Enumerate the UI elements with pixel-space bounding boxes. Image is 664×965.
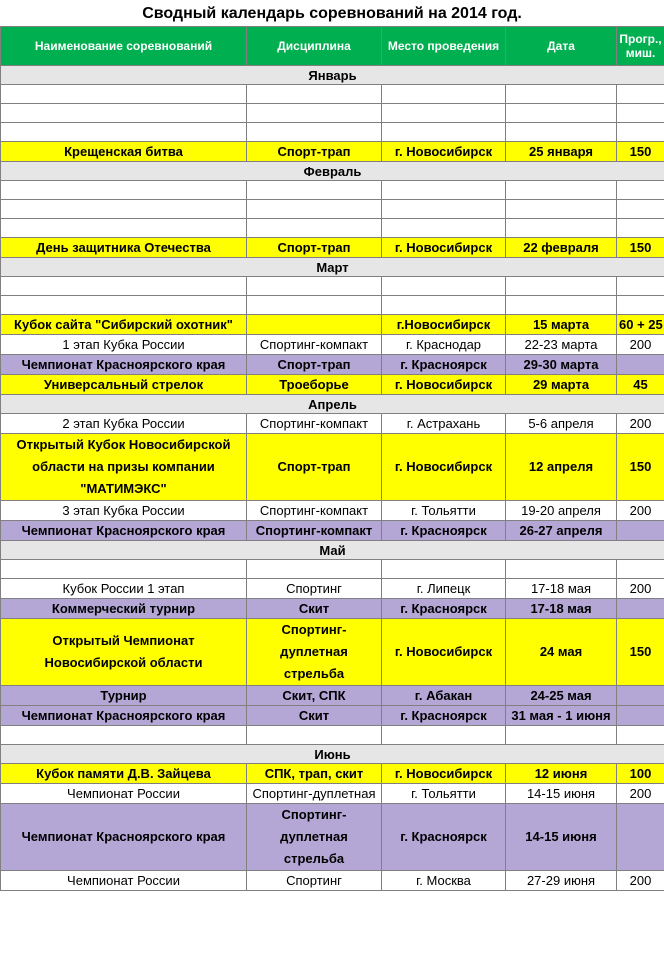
cell-name[interactable]: Чемпионат Красноярского края	[1, 804, 247, 871]
cell-venue[interactable]: г. Тольятти	[382, 501, 506, 521]
empty-cell[interactable]	[247, 123, 382, 142]
month-label[interactable]: Апрель	[1, 395, 664, 414]
empty-cell[interactable]	[247, 560, 382, 579]
cell-discipline[interactable]: Спорт-трап	[247, 434, 382, 501]
cell-venue[interactable]: г. Липецк	[382, 579, 506, 599]
cell-targets[interactable]	[617, 599, 664, 619]
cell-targets[interactable]	[617, 521, 664, 541]
empty-cell[interactable]	[506, 296, 617, 315]
cell-targets[interactable]	[617, 686, 664, 706]
empty-cell[interactable]	[1, 181, 247, 200]
cell-name[interactable]: Универсальный стрелок	[1, 375, 247, 395]
table-row	[1, 414, 664, 434]
competition-table	[0, 26, 664, 891]
cell-date[interactable]: 12 апреля	[506, 434, 617, 501]
cell-venue[interactable]: г. Тольятти	[382, 784, 506, 804]
cell-date[interactable]: 14-15 июня	[506, 804, 617, 871]
column-header-targets: Прогр., миш.	[617, 27, 664, 66]
empty-cell[interactable]	[617, 219, 664, 238]
header-row	[1, 27, 664, 66]
cell-discipline[interactable]	[247, 315, 382, 335]
cell-venue[interactable]: г. Новосибирск	[382, 238, 506, 258]
month-label[interactable]: Февраль	[1, 162, 664, 181]
empty-row	[1, 123, 664, 142]
cell-discipline[interactable]: Спортинг-компакт	[247, 521, 382, 541]
empty-row	[1, 726, 664, 745]
cell-date[interactable]: 22-23 марта	[506, 335, 617, 355]
cell-date[interactable]: 29-30 марта	[506, 355, 617, 375]
cell-date[interactable]: 17-18 мая	[506, 579, 617, 599]
empty-cell[interactable]	[247, 85, 382, 104]
cell-venue[interactable]: г. Новосибирск	[382, 375, 506, 395]
cell-targets[interactable]: 200	[617, 579, 664, 599]
cell-targets[interactable]: 45	[617, 375, 664, 395]
empty-cell[interactable]	[1, 560, 247, 579]
empty-cell[interactable]	[617, 726, 664, 745]
column-header-name: Наименование соревнований	[1, 27, 247, 66]
table-row	[1, 335, 664, 355]
empty-cell[interactable]	[1, 123, 247, 142]
empty-row	[1, 277, 664, 296]
empty-cell[interactable]	[247, 181, 382, 200]
empty-row	[1, 104, 664, 123]
empty-cell[interactable]	[382, 277, 506, 296]
cell-name[interactable]: 2 этап Кубка России	[1, 414, 247, 434]
empty-cell[interactable]	[617, 277, 664, 296]
empty-cell[interactable]	[617, 181, 664, 200]
empty-cell[interactable]	[247, 277, 382, 296]
month-label[interactable]: Март	[1, 258, 664, 277]
cell-discipline[interactable]: Скит	[247, 706, 382, 726]
empty-cell[interactable]	[247, 219, 382, 238]
cell-date[interactable]: 17-18 мая	[506, 599, 617, 619]
table-row	[1, 238, 664, 258]
cell-discipline[interactable]: Спорт-трап	[247, 238, 382, 258]
cell-name[interactable]: Турнир	[1, 686, 247, 706]
empty-cell[interactable]	[382, 85, 506, 104]
cell-targets[interactable]: 200	[617, 414, 664, 434]
empty-cell[interactable]	[382, 123, 506, 142]
table-row	[1, 599, 664, 619]
cell-venue[interactable]: г. Красноярск	[382, 355, 506, 375]
empty-cell[interactable]	[247, 726, 382, 745]
month-row	[1, 395, 664, 414]
cell-name[interactable]: Кубок памяти Д.В. Зайцева	[1, 764, 247, 784]
table-row	[1, 142, 664, 162]
column-header-date: Дата	[506, 27, 617, 66]
cell-discipline[interactable]: Спортинг	[247, 579, 382, 599]
cell-name[interactable]: Крещенская битва	[1, 142, 247, 162]
cell-date[interactable]: 31 мая - 1 июня	[506, 706, 617, 726]
empty-row	[1, 200, 664, 219]
cell-venue[interactable]: г. Новосибирск	[382, 142, 506, 162]
table-row	[1, 784, 664, 804]
cell-discipline[interactable]: Спортинг-дуплетная стрельба	[247, 619, 382, 686]
cell-discipline[interactable]: Скит, СПК	[247, 686, 382, 706]
cell-venue[interactable]: г. Москва	[382, 871, 506, 891]
cell-name[interactable]: Кубок сайта "Сибирский охотник"	[1, 315, 247, 335]
cell-venue[interactable]: г. Астрахань	[382, 414, 506, 434]
empty-cell[interactable]	[506, 219, 617, 238]
empty-cell[interactable]	[617, 200, 664, 219]
month-row	[1, 541, 664, 560]
cell-date[interactable]: 29 марта	[506, 375, 617, 395]
cell-discipline[interactable]: Троеборье	[247, 375, 382, 395]
empty-cell[interactable]	[1, 726, 247, 745]
empty-cell[interactable]	[617, 85, 664, 104]
cell-name[interactable]: 3 этап Кубка России	[1, 501, 247, 521]
empty-cell[interactable]	[506, 181, 617, 200]
table-row	[1, 579, 664, 599]
table-row	[1, 706, 664, 726]
cell-venue[interactable]: г. Красноярск	[382, 599, 506, 619]
month-row	[1, 162, 664, 181]
month-row	[1, 258, 664, 277]
cell-date[interactable]: 12 июня	[506, 764, 617, 784]
empty-cell[interactable]	[506, 104, 617, 123]
column-header-discipline: Дисциплина	[247, 27, 382, 66]
empty-cell[interactable]	[382, 726, 506, 745]
table-row	[1, 375, 664, 395]
cell-targets[interactable]: 150	[617, 142, 664, 162]
cell-date[interactable]: 19-20 апреля	[506, 501, 617, 521]
empty-cell[interactable]	[1, 200, 247, 219]
cell-name[interactable]: Чемпионат Красноярского края	[1, 706, 247, 726]
cell-targets[interactable]: 200	[617, 784, 664, 804]
table-row	[1, 764, 664, 784]
cell-date[interactable]: 24 мая	[506, 619, 617, 686]
table-row	[1, 686, 664, 706]
cell-name[interactable]: Чемпионат России	[1, 871, 247, 891]
cell-date[interactable]: 14-15 июня	[506, 784, 617, 804]
cell-venue[interactable]: г. Новосибирск	[382, 619, 506, 686]
cell-date[interactable]: 27-29 июня	[506, 871, 617, 891]
cell-venue[interactable]: г. Красноярск	[382, 521, 506, 541]
empty-cell[interactable]	[247, 200, 382, 219]
cell-venue[interactable]: г. Красноярск	[382, 804, 506, 871]
cell-targets[interactable]: 150	[617, 434, 664, 501]
cell-targets[interactable]: 100	[617, 764, 664, 784]
cell-targets[interactable]: 200	[617, 871, 664, 891]
cell-discipline[interactable]: Спортинг-компакт	[247, 335, 382, 355]
cell-name[interactable]: Открытый Чемпионат Новосибирской области	[1, 619, 247, 686]
cell-name[interactable]: Чемпионат России	[1, 784, 247, 804]
cell-targets[interactable]: 150	[617, 619, 664, 686]
cell-name[interactable]: 1 этап Кубка России	[1, 335, 247, 355]
empty-row	[1, 296, 664, 315]
table-row	[1, 434, 664, 501]
empty-cell[interactable]	[617, 123, 664, 142]
cell-targets[interactable]	[617, 355, 664, 375]
empty-cell[interactable]	[1, 85, 247, 104]
cell-targets[interactable]: 200	[617, 501, 664, 521]
empty-cell[interactable]	[247, 296, 382, 315]
cell-venue[interactable]: г. Новосибирск	[382, 434, 506, 501]
cell-venue[interactable]: г. Абакан	[382, 686, 506, 706]
empty-cell[interactable]	[382, 200, 506, 219]
empty-row	[1, 181, 664, 200]
cell-discipline[interactable]: Спортинг-компакт	[247, 501, 382, 521]
cell-discipline[interactable]: Скит	[247, 599, 382, 619]
empty-cell[interactable]	[506, 726, 617, 745]
empty-row	[1, 560, 664, 579]
table-row	[1, 871, 664, 891]
month-row	[1, 745, 664, 764]
cell-venue[interactable]: г. Краснодар	[382, 335, 506, 355]
cell-name[interactable]: Чемпионат Красноярского края	[1, 355, 247, 375]
empty-row	[1, 219, 664, 238]
cell-name[interactable]: Кубок России 1 этап	[1, 579, 247, 599]
cell-discipline[interactable]: Спортинг-дуплетная стрельба	[247, 804, 382, 871]
empty-cell[interactable]	[617, 104, 664, 123]
empty-row	[1, 85, 664, 104]
cell-name[interactable]: День защитника Отечества	[1, 238, 247, 258]
cell-date[interactable]: 15 марта	[506, 315, 617, 335]
table-row	[1, 619, 664, 686]
cell-targets[interactable]	[617, 706, 664, 726]
empty-cell[interactable]	[506, 200, 617, 219]
empty-cell[interactable]	[1, 219, 247, 238]
column-header-venue: Место проведения	[382, 27, 506, 66]
cell-date[interactable]: 26-27 апреля	[506, 521, 617, 541]
cell-venue[interactable]: г. Новосибирск	[382, 764, 506, 784]
table-row	[1, 501, 664, 521]
cell-discipline[interactable]: СПК, трап, скит	[247, 764, 382, 784]
empty-cell[interactable]	[382, 296, 506, 315]
cell-targets[interactable]: 200	[617, 335, 664, 355]
month-label[interactable]: Январь	[1, 66, 664, 85]
empty-cell[interactable]	[382, 219, 506, 238]
month-label[interactable]: Июнь	[1, 745, 664, 764]
table-row	[1, 315, 664, 335]
cell-venue[interactable]: г.Новосибирск	[382, 315, 506, 335]
empty-cell[interactable]	[617, 560, 664, 579]
cell-discipline[interactable]: Спорт-трап	[247, 142, 382, 162]
empty-cell[interactable]	[506, 277, 617, 296]
cell-discipline[interactable]: Спортинг-дуплетная	[247, 784, 382, 804]
cell-targets[interactable]: 60 + 25	[617, 315, 664, 335]
empty-cell[interactable]	[1, 277, 247, 296]
empty-cell[interactable]	[506, 123, 617, 142]
month-row	[1, 66, 664, 85]
table-body	[1, 66, 664, 891]
cell-name[interactable]: Коммерческий турнир	[1, 599, 247, 619]
cell-discipline[interactable]: Спортинг	[247, 871, 382, 891]
cell-date[interactable]: 22 февраля	[506, 238, 617, 258]
empty-cell[interactable]	[1, 104, 247, 123]
table-row	[1, 355, 664, 375]
table-row	[1, 804, 664, 871]
page-title: Сводный календарь соревнований на 2014 год.	[142, 5, 522, 22]
cell-targets[interactable]: 150	[617, 238, 664, 258]
table-row	[1, 521, 664, 541]
empty-cell[interactable]	[617, 296, 664, 315]
cell-venue[interactable]: г. Красноярск	[382, 706, 506, 726]
empty-cell[interactable]	[382, 560, 506, 579]
cell-name[interactable]: Открытый Кубок Новосибирской области на призы компании "МАТИМЭКС"	[1, 434, 247, 501]
cell-discipline[interactable]: Спорт-трап	[247, 355, 382, 375]
empty-cell[interactable]	[506, 560, 617, 579]
empty-cell[interactable]	[382, 181, 506, 200]
empty-cell[interactable]	[1, 296, 247, 315]
cell-date[interactable]: 25 января	[506, 142, 617, 162]
cell-date[interactable]: 24-25 мая	[506, 686, 617, 706]
empty-cell[interactable]	[506, 85, 617, 104]
month-label[interactable]: Май	[1, 541, 664, 560]
empty-cell[interactable]	[247, 104, 382, 123]
cell-date[interactable]: 5-6 апреля	[506, 414, 617, 434]
cell-targets[interactable]	[617, 804, 664, 871]
cell-name[interactable]: Чемпионат Красноярского края	[1, 521, 247, 541]
cell-discipline[interactable]: Спортинг-компакт	[247, 414, 382, 434]
empty-cell[interactable]	[382, 104, 506, 123]
